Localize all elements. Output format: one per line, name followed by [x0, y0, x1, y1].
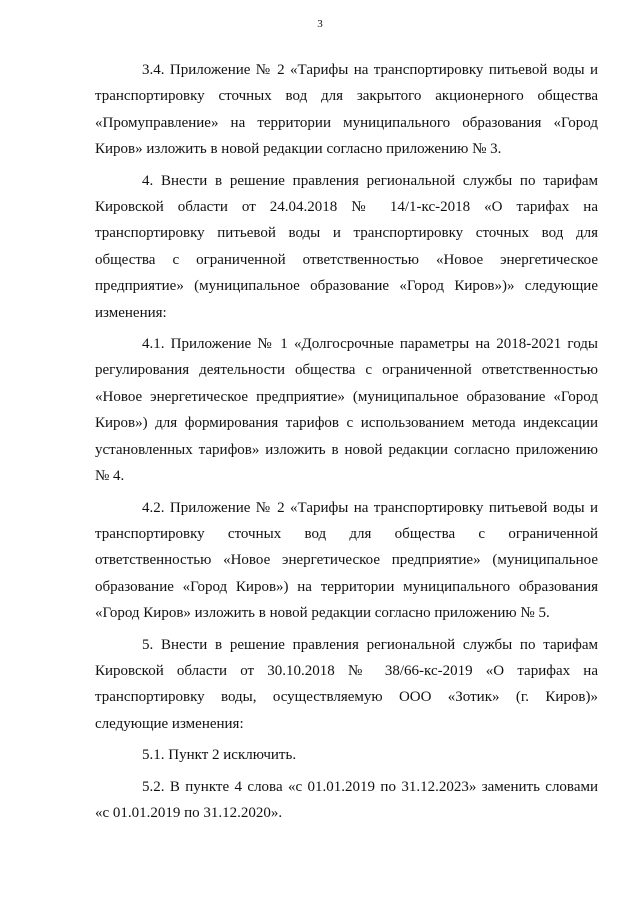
paragraph-5: 5. Внести в решение правления региональной службы по тарифам Кировской области от 30.10.2018 № 38/66-кс-2019 «О тарифах на транспортировку воды, осуществляемую ООО «Зотик» (г. Киров)» следующие изменения: — [95, 636, 598, 732]
paragraph-4: 4. Внести в решение правления региональной службы по тарифам Кировской области от 24.04.2018 № 14/1-кс-2018 «О тарифах на транспортировку питьевой воды и транспортировку сточных вод для общества с ограниченной ответственностью «Новое энергетическое предприятие» (муниципальное образование «Город Киров»)» следующие изменения: — [95, 172, 598, 321]
paragraph-4-1: 4.1. Приложение № 1 «Долгосрочные параметры на 2018-2021 годы регулирования деятельности общества с ограниченной ответственностью «Новое энергетическое предприятие» (муниципальное образование «Город Киров») для формирования тарифов с использованием метода индексации установленных тарифов» изложить в новой редакции согласно приложению № 4. — [95, 336, 598, 485]
document-body — [95, 57, 598, 826]
paragraph-5-2: 5.2. В пункте 4 слова «с 01.01.2019 по 31.12.2023» заменить словами «с 01.01.2019 по 31.12.2020». — [95, 778, 598, 821]
paragraph-5-1: 5.1. Пункт 2 исключить. — [142, 747, 297, 764]
paragraph-3-4: 3.4. Приложение № 2 «Тарифы на транспортировку питьевой воды и транспортировку сточных вод для закрытого акционерного общества «Промуправление» на территории муниципального образования «Город Киров» изложить в новой редакции согласно приложению № 3. — [95, 62, 598, 158]
paragraph-4-2: 4.2. Приложение № 2 «Тарифы на транспортировку питьевой воды и транспортировку сточных вод для общества с ограниченной ответственностью «Новое энергетическое предприятие» (муниципальное образование «Город Киров») на территории муниципального образования «Город Киров» изложить в новой редакции согласно приложению № 5. — [95, 499, 598, 622]
page-number: 3 — [317, 18, 323, 30]
